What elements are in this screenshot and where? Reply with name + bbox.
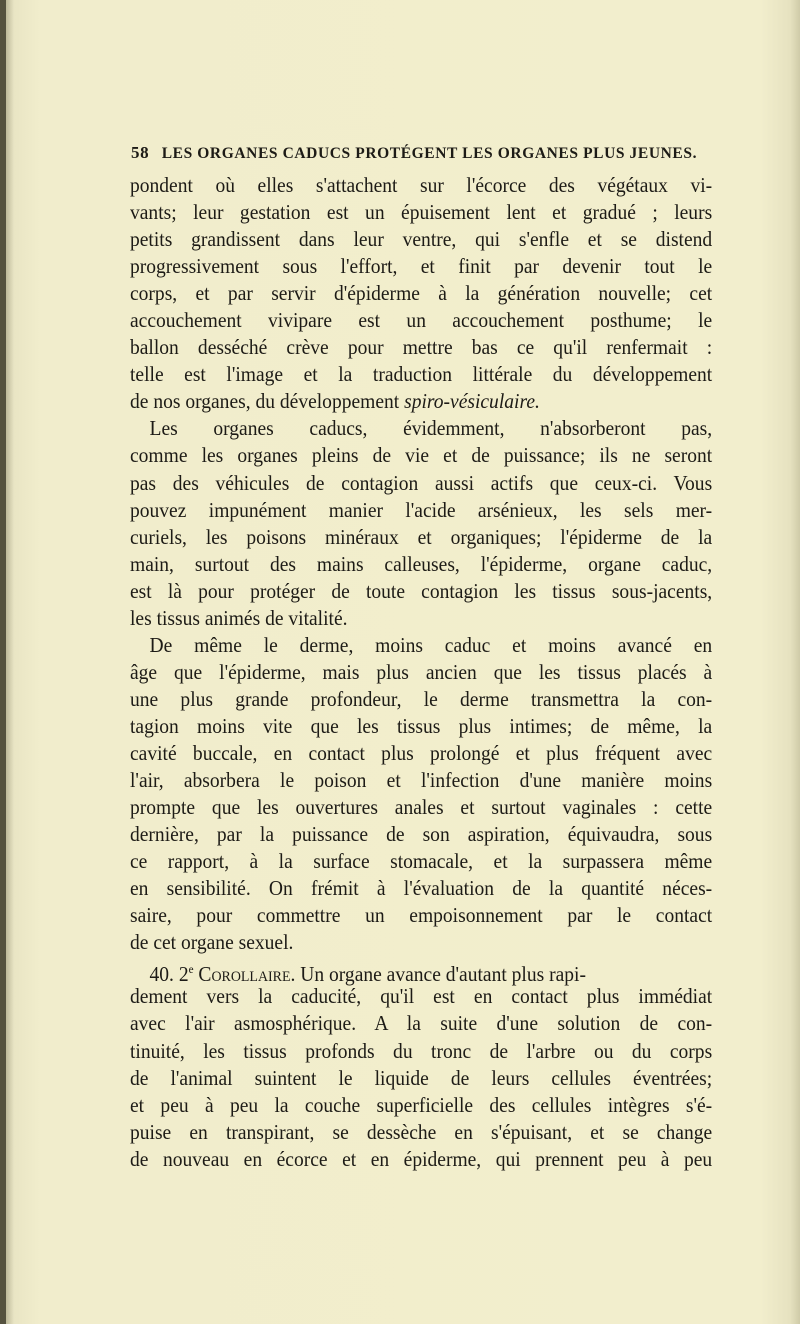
text-line: main, surtout des mains calleuses, l'épiderme, organe caduc,: [130, 551, 713, 576]
text-line: petits grandissent dans leur ventre, qui s'enfle et se distend: [130, 227, 713, 252]
text-line: prompte que les ouvertures anales et surtout vaginales : cette: [130, 795, 713, 820]
text-line: ce rapport, à la surface stomacale, et la surpassera même: [130, 849, 713, 874]
text-line: tagion moins vite que les tissus plus intimes; de même, la: [130, 713, 713, 738]
text-line: l'air, absorbera le poison et l'infection d'une manière moins: [130, 768, 713, 793]
section-number: 40. 2: [149, 962, 189, 987]
text-line: tinuité, les tissus profonds du tronc de l'arbre ou du corps: [130, 1038, 713, 1063]
text-line: ballon desséché crève pour mettre bas ce qu'il renfermait :: [130, 335, 713, 360]
text-line: cavité buccale, en contact plus prolongé et plus fréquent avec: [130, 740, 713, 765]
text-line: pondent où elles s'attachent sur l'écorce des végétaux vi-: [130, 173, 713, 197]
text-line: dernière, par la puissance de son aspiration, équivaudra, sous: [130, 822, 713, 847]
running-header: [131, 143, 711, 163]
text-line: corps, et par servir d'épiderme à la génération nouvelle; cet: [130, 281, 713, 306]
text-line: avec l'air asmosphérique. A la suite d'une solution de con-: [130, 1011, 713, 1036]
text-line: une plus grande profondeur, le derme transmettra la con-: [130, 686, 713, 711]
text-line: les tissus animés de vitalité.: [130, 605, 348, 630]
text-line: pouvez impunément manier l'acide arsénieux, les sels mer-: [130, 497, 713, 522]
running-title: LES ORGANES CADUCS PROTÉGENT LES ORGANES PLUS JEUNES.: [161, 145, 698, 162]
text-line: comme les organes pleins de vie et de puissance; ils ne seront: [130, 443, 713, 468]
section-heading-line: [130, 956, 712, 987]
paragraph-start: De même le derme, moins caduc et moins avancé en: [149, 632, 713, 657]
text-line: est là pour protéger de toute contagion les tissus sous-jacents,: [130, 578, 713, 603]
text-span: Un organe avance d'autant plus rapi-: [300, 962, 586, 987]
italic-term: spiro-vésiculaire.: [404, 389, 540, 414]
section-label: Corollaire.: [198, 962, 296, 987]
text-line: de cet organe sexuel.: [130, 930, 294, 955]
text-line: vants; leur gestation est un épuisement lent et gradué ; leurs: [130, 200, 713, 225]
page-body: [130, 172, 712, 1173]
page-binding-edge: [0, 0, 6, 1324]
text-line: curiels, les poisons minéraux et organiques; l'épiderme de la: [130, 524, 713, 549]
page-number: 58: [131, 143, 150, 162]
text-line: saire, pour commettre un empoisonnement par le contact: [130, 903, 713, 928]
text-line: âge que l'épiderme, mais plus ancien que les tissus placés à: [130, 659, 713, 684]
text-line: progressivement sous l'effort, et finit par devenir tout le: [130, 254, 713, 279]
text-line: en sensibilité. On frémit à l'évaluation de la quantité néces-: [130, 876, 713, 901]
paragraph-start: Les organes caducs, évidemment, n'absorberont pas,: [149, 416, 713, 441]
ordinal-suffix: e: [188, 962, 194, 977]
text-line: telle est l'image et la traduction littérale du développement: [130, 362, 713, 387]
text-line: [130, 388, 712, 415]
text-line: dement vers la caducité, qu'il est en contact plus immédiat: [130, 984, 713, 1009]
text-line: accouchement vivipare est un accouchement posthume; le: [130, 308, 713, 333]
text-line: pas des véhicules de contagion aussi actifs que ceux-ci. Vous: [130, 470, 713, 495]
text-line: de l'animal suintent le liquide de leurs cellules éventrées;: [130, 1065, 713, 1090]
text-span: de nos organes, du développement: [130, 389, 400, 414]
text-line: de nouveau en écorce et en épiderme, qui prennent peu à peu: [130, 1146, 713, 1171]
text-line: et peu à peu la couche superficielle des cellules intègres s'é-: [130, 1092, 713, 1117]
text-line: puise en transpirant, se dessèche en s'épuisant, et se change: [130, 1119, 713, 1144]
